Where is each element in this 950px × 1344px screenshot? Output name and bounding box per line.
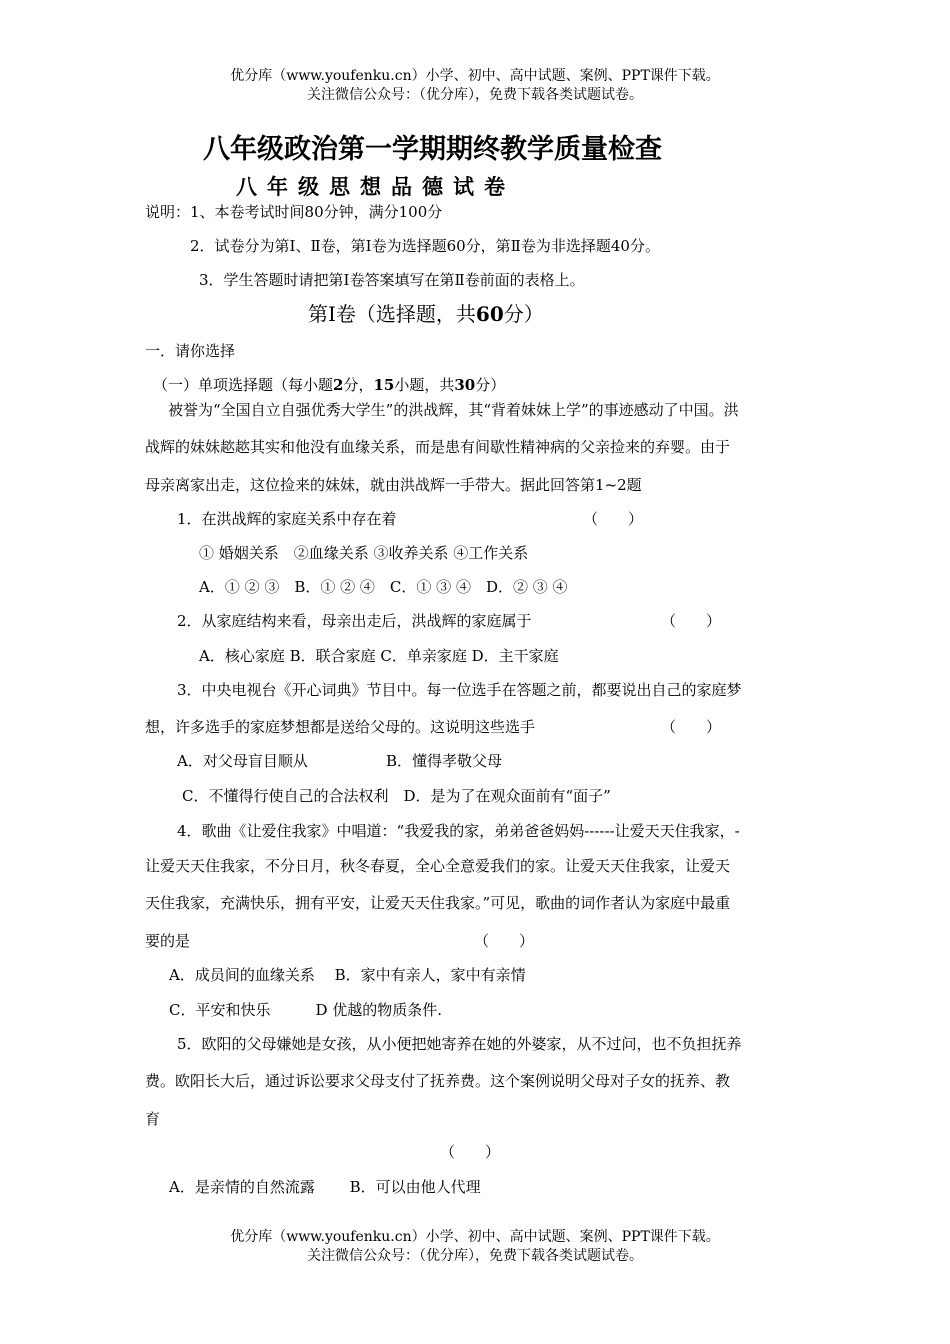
q1-answer-bracket: （ ） [583, 510, 644, 528]
q2-options: A．核心家庭 B．联合家庭 C．单亲家庭 D．主干家庭 [199, 647, 559, 665]
q5-options-ab: A．是亲情的自然流露 B．可以由他人代理 [169, 1178, 481, 1196]
passage-line-1: 被誉为“全国自立自强优秀大学生”的洪战辉，其“背着妹妹上学”的事迹感动了中国。洪 [168, 401, 739, 419]
page-header-line-2: 关注微信公众号：（优分库），免费下载各类试题试卷。 [307, 87, 643, 103]
exam-title: 八年级政治第一学期期终教学质量检查 [203, 134, 662, 165]
q4-stem-line-3: 天住我家，充满快乐，拥有平安，让爱天天住我家。”可见，歌曲的词作者认为家庭中最重 [145, 894, 731, 912]
q3-option-b: B．懂得孝敬父母 [386, 752, 503, 770]
page-header-line-1: 优分库（www.youfenku.cn）小学、初中、高中试题、案例、PPT课件下载。 [230, 68, 720, 84]
instruction-1: 说明：1、本卷考试时间80分钟，满分100分 [145, 203, 443, 221]
q3-answer-bracket: （ ） [661, 718, 722, 736]
q1-stem: 1．在洪战辉的家庭关系中存在着 [177, 510, 397, 528]
q5-stem-line-3: 育 [145, 1110, 161, 1128]
q4-options-cd: C．平安和快乐 D 优越的物质条件. [169, 1001, 443, 1019]
q4-stem-line-4: 要的是 [145, 932, 191, 950]
q3-stem-line-2: 想，许多选手的家庭梦想都是送给父母的。这说明这些选手 [145, 718, 536, 736]
part-one-heading: 一．请你选择 [145, 342, 236, 360]
q4-stem-line-2: 让爱天天住我家，不分日月，秋冬春夏，全心全意爱我们的家。让爱天天住我家，让爱天 [145, 857, 731, 875]
passage-line-3: 母亲离家出走，这位捡来的妹妹，就由洪战辉一手带大。据此回答第1~2题 [145, 476, 642, 494]
part-sub-heading: （一）单项选择题（每小题2分，15小题，共30分） [153, 376, 506, 394]
q5-answer-bracket: （ ） [440, 1143, 501, 1161]
q3-stem-line-1: 3．中央电视台《开心词典》节目中。每一位选手在答题之前，都要说出自己的家庭梦 [177, 681, 742, 699]
section-heading: 第Ⅰ卷（选择题，共60分） [308, 302, 544, 326]
q5-stem-line-1: 5．欧阳的父母嫌她是女孩，从小便把她寄养在她的外婆家，从不过问，也不负担抚养 [177, 1035, 742, 1053]
page-footer-line-1: 优分库（www.youfenku.cn）小学、初中、高中试题、案例、PPT课件下载。 [230, 1229, 720, 1245]
page-footer-line-2: 关注微信公众号：（优分库），免费下载各类试题试卷。 [307, 1248, 643, 1264]
q1-items: ① 婚姻关系 ②血缘关系 ③收养关系 ④工作关系 [199, 544, 529, 562]
q4-stem-line-1: 4．歌曲《让爱住我家》中唱道：“我爱我的家，弟弟爸爸妈妈------让爱天天住我家，- [177, 822, 740, 840]
q2-stem: 2．从家庭结构来看，母亲出走后，洪战辉的家庭属于 [177, 612, 532, 630]
instruction-2: 2．试卷分为第Ⅰ、Ⅱ卷，第Ⅰ卷为选择题60分，第Ⅱ卷为非选择题40分。 [190, 237, 660, 255]
instruction-3: 3．学生答题时请把第Ⅰ卷答案填写在第Ⅱ卷前面的表格上。 [199, 271, 585, 289]
passage-line-2: 战辉的妹妹趑趑其实和他没有血缘关系，而是患有间歇性精神病的父亲捡来的弃婴。由于 [145, 438, 731, 456]
q3-option-a: A．对父母盲目顺从 [177, 752, 308, 770]
q2-answer-bracket: （ ） [661, 612, 722, 630]
q4-options-ab: A．成员间的血缘关系 B．家中有亲人，家中有亲情 [169, 966, 526, 984]
q4-answer-bracket: （ ） [474, 932, 535, 950]
q3-options-cd: C．不懂得行使自己的合法权利 D．是为了在观众面前有“面子” [182, 787, 611, 805]
exam-subtitle: 八年级思想品德试卷 [236, 175, 515, 199]
q5-stem-line-2: 费。欧阳长大后，通过诉讼要求父母支付了抚养费。这个案例说明父母对子女的抚养、教 [145, 1072, 731, 1090]
q1-options: A．① ② ③ B．① ② ④ C．① ③ ④ D．② ③ ④ [199, 578, 568, 596]
